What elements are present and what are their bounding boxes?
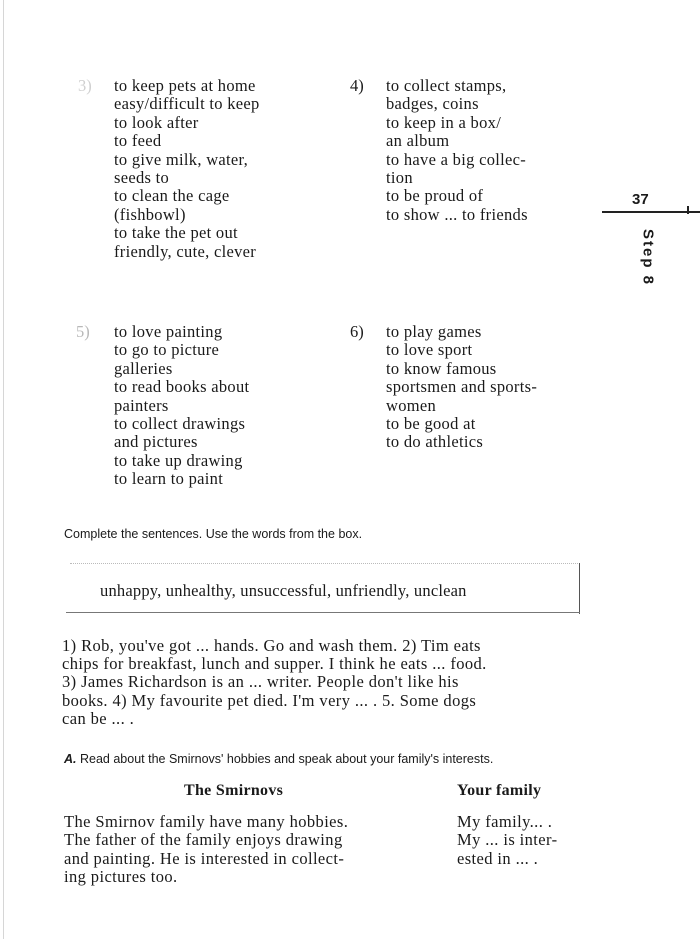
text-line: My family... . (457, 812, 553, 831)
list-item: to know famous (386, 358, 497, 378)
text-line: The father of the family enjoys drawing (64, 830, 343, 849)
list-item: galleries (114, 358, 173, 378)
list-item: to clean the cage (114, 186, 230, 206)
list-item: to collect drawings (114, 414, 246, 434)
list-item: tion (386, 168, 413, 188)
block-number: 4) (350, 76, 364, 95)
text-line: and painting. He is interested in collect- (64, 849, 345, 868)
list-item: painters (114, 395, 169, 415)
block-number: 3) (78, 76, 92, 95)
word-box-right-edge (579, 563, 580, 614)
text-line: ing pictures too. (64, 867, 178, 886)
word-box-text: unhappy, unhealthy, unsuccessful, unfriendly, unclean (100, 581, 467, 600)
list-item: to love painting (114, 322, 223, 341)
block-number: 5) (76, 322, 90, 341)
list-item: sportsmen and sports- (386, 377, 538, 397)
text-line: 1) Rob, you've got ... hands. Go and wash them. 2) Tim eats (62, 636, 481, 655)
list-item: women (386, 395, 437, 415)
right-column-heading: Your family (457, 782, 542, 799)
list-item: friendly, cute, clever (114, 241, 257, 261)
list-item: to keep pets at home (114, 76, 256, 95)
word-list (114, 77, 260, 261)
text-line: The Smirnov family have many hobbies. (64, 812, 349, 831)
exercise-instruction-text: Read about the Smirnovs' hobbies and speak about your family's interests. (79, 752, 494, 766)
list-item: badges, coins (386, 94, 479, 114)
list-item: to learn to paint (114, 469, 224, 489)
page-number: 37 (632, 191, 649, 208)
text-line: books. 4) My favourite pet died. I'm very ... . 5. Some dogs (62, 691, 477, 710)
word-list (114, 323, 249, 489)
word-list (386, 77, 528, 224)
list-item: easy/difficult to keep (114, 94, 260, 114)
list-item: to be proud of (386, 186, 484, 206)
exercise-letter: A. (64, 752, 77, 766)
exercise-instruction (64, 752, 493, 766)
step-label: Step 8 (639, 228, 657, 286)
list-item: to look after (114, 112, 199, 132)
text-line: ested in ... . (457, 849, 539, 868)
list-item: to love sport (386, 340, 473, 360)
text-line: 3) James Richardson is an ... writer. People don't like his (62, 672, 459, 691)
text-line: My ... is inter- (457, 830, 558, 849)
exercise-instruction: Complete the sentences. Use the words from the box. (64, 527, 363, 541)
page-binding-edge (3, 0, 4, 939)
list-item: to give milk, water, (114, 149, 249, 169)
word-list (386, 323, 537, 452)
list-item: to have a big collec- (386, 149, 527, 169)
list-item: to be good at (386, 414, 476, 434)
list-item: to take up drawing (114, 450, 243, 470)
list-item: and pictures (114, 432, 198, 452)
list-item: to read books about (114, 377, 250, 397)
word-box-bottom-edge (66, 612, 580, 613)
list-item: to go to picture (114, 340, 220, 360)
list-item: to keep in a box/ (386, 112, 502, 132)
block-number: 6) (350, 322, 364, 341)
left-column-heading: The Smirnovs (184, 782, 284, 799)
list-item: to show ... to friends (386, 204, 528, 224)
list-item: to take the pet out (114, 223, 238, 243)
list-item: seeds to (114, 168, 170, 188)
list-item: to play games (386, 322, 482, 341)
list-item: to do athletics (386, 432, 484, 452)
text-line: can be ... . (62, 709, 135, 728)
word-box-top-edge (70, 563, 580, 564)
list-item: an album (386, 131, 450, 151)
list-item: (fishbowl) (114, 204, 186, 224)
list-item: to collect stamps, (386, 76, 507, 95)
page-number-rule-tick (687, 206, 689, 214)
text-line: chips for breakfast, lunch and supper. I think he eats ... food. (62, 654, 487, 673)
list-item: to feed (114, 131, 162, 151)
